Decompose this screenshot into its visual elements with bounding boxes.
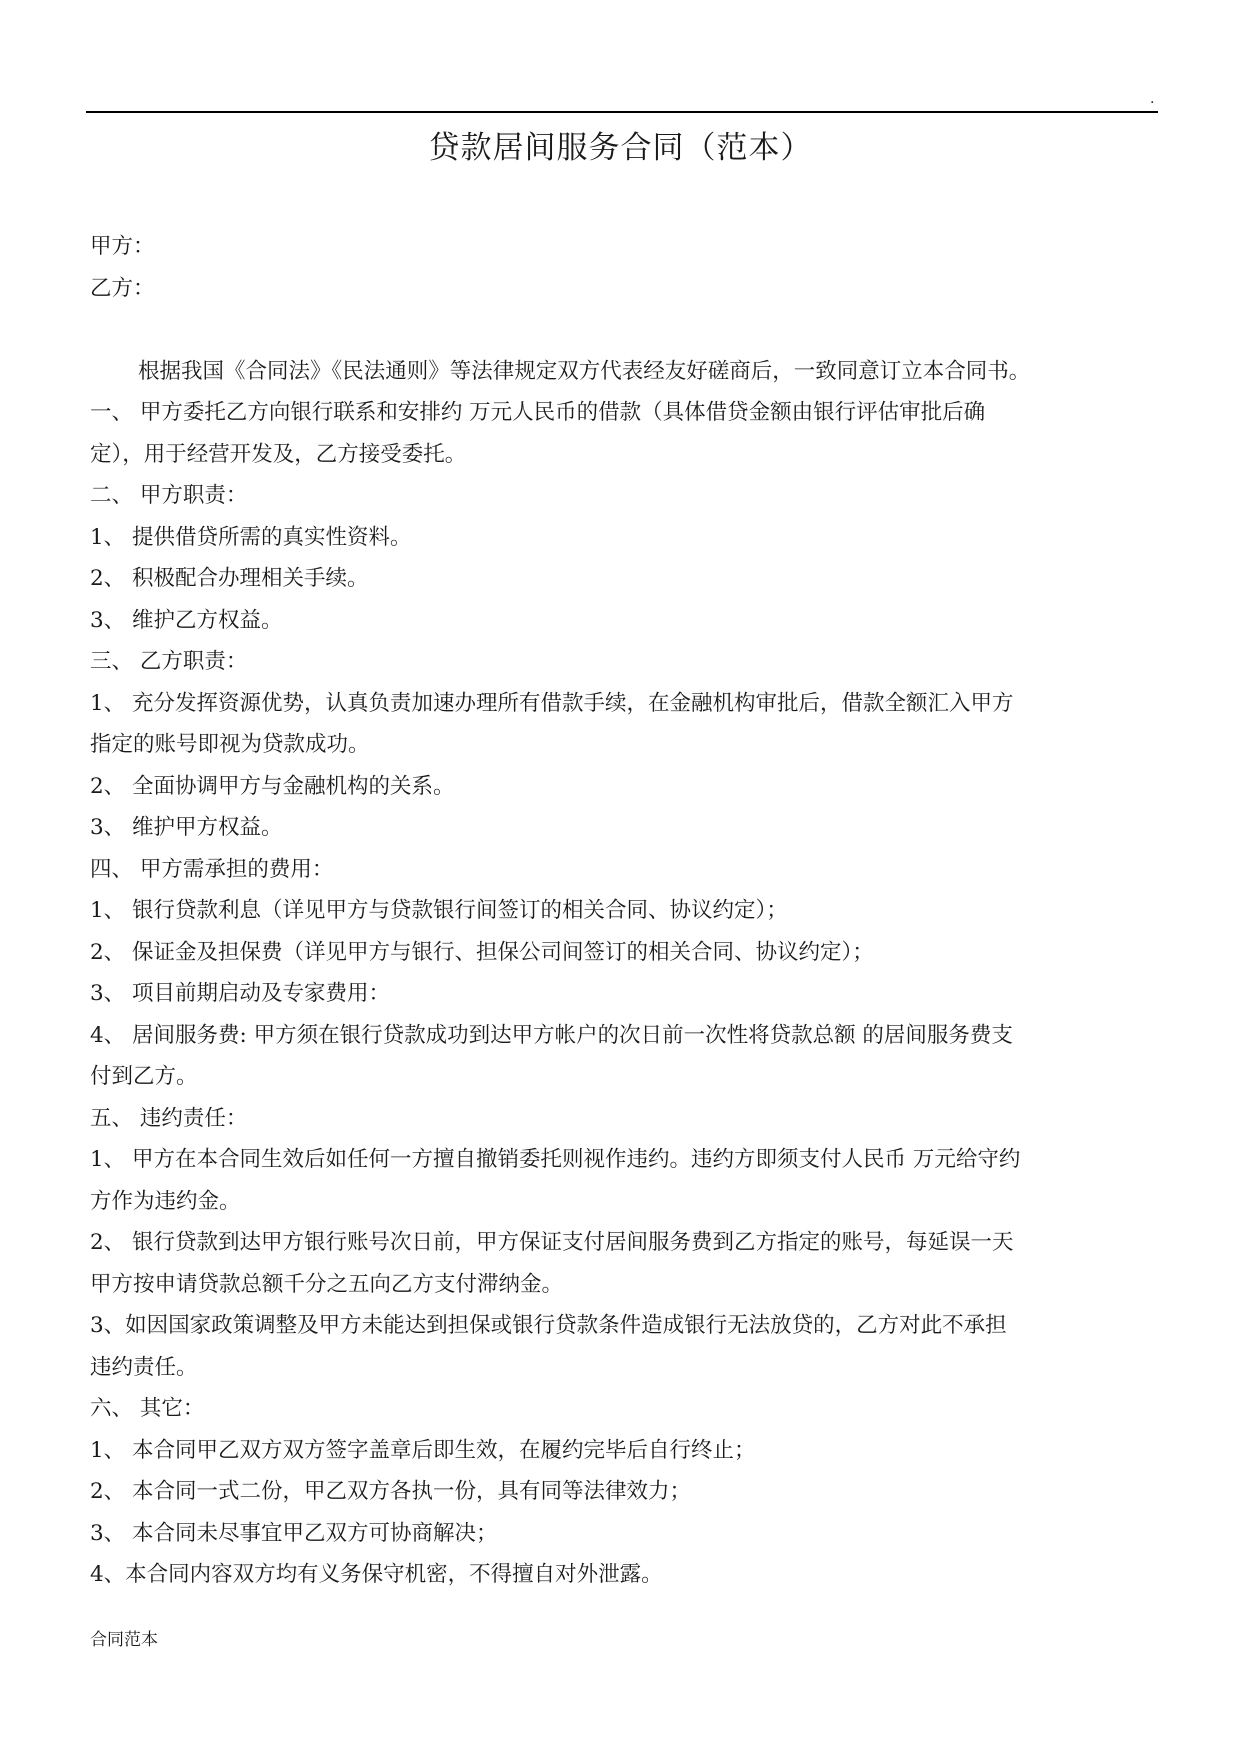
section-5-item-2-line-2: 甲方按申请贷款总额千分之五向乙方支付滞纳金。: [90, 1271, 564, 1297]
section-2-item-1: 1、 提供借贷所需的真实性资料。: [90, 524, 412, 550]
party-b-label: 乙方：: [90, 275, 155, 301]
header-rule: [86, 111, 1158, 113]
spacer: [90, 309, 1158, 351]
section-3-item-1-line-2: 指定的账号即视为贷款成功。: [90, 732, 370, 757]
clause-1-line-2: 定），用于经营开发及，乙方接受委托。: [90, 441, 467, 467]
section-5-item-1-line-2: 方作为违约金。: [90, 1188, 241, 1214]
section-5-item-2-line-1: 2、 银行贷款到达甲方银行账号次日前，甲方保证支付居间服务费到乙方指定的账号，每延误一天: [90, 1230, 1014, 1255]
contract-body: [90, 226, 1158, 1596]
header-mark: .: [1150, 91, 1155, 107]
section-3-heading: 三、 乙方职责：: [90, 649, 248, 674]
page-footer: 合同范本: [90, 1630, 158, 1650]
section-5-item-3-line-1: 3、如因国家政策调整及甲方未能达到担保或银行贷款条件造成银行无法放贷的，乙方对此不承担: [90, 1313, 1007, 1338]
section-3-item-2: 2、 全面协调甲方与金融机构的关系。: [90, 773, 455, 799]
document-title: 贷款居间服务合同（范本）: [428, 130, 813, 166]
section-5-item-3-line-2: 违约责任。: [90, 1354, 198, 1380]
section-5-item-1-line-1: 1、 甲方在本合同生效后如任何一方擅自撤销委托则视作违约。违约方即须支付人民币 万元给守约: [90, 1147, 1021, 1172]
section-6-item-4: 4、本合同内容双方均有义务保守机密，不得擅自对外泄露。: [90, 1562, 663, 1587]
section-4-heading: 四、 甲方需承担的费用：: [90, 856, 334, 882]
preamble: 根据我国《合同法》《民法通则》等法律规定双方代表经友好磋商后，一致同意订立本合同书。: [138, 358, 1031, 384]
section-3-item-3: 3、 维护甲方权益。: [90, 815, 283, 840]
section-2-heading: 二、 甲方职责：: [90, 483, 248, 508]
section-4-item-2: 2、 保证金及担保费（详见甲方与银行、担保公司间签订的相关合同、协议约定）；: [90, 939, 874, 965]
section-4-item-4-line-1: 4、 居间服务费: 甲方须在银行贷款成功到达甲方帐户的次日前一次性将贷款总额 的居间服务费支: [90, 1022, 1013, 1048]
section-2-item-3: 3、 维护乙方权益。: [90, 607, 283, 633]
party-a-label: 甲方：: [90, 234, 155, 259]
section-5-heading: 五、 违约责任：: [90, 1105, 248, 1131]
section-6-item-1: 1、 本合同甲乙双方双方签字盖章后即生效，在履约完毕后自行终止；: [90, 1437, 756, 1463]
section-4-item-4-line-2: 付到乙方。: [90, 1064, 198, 1089]
section-3-item-1-line-1: 1、 充分发挥资源优势，认真负责加速办理所有借款手续，在金融机构审批后，借款全额汇入甲方: [90, 690, 1014, 716]
section-4-item-3: 3、 项目前期启动及专家费用：: [90, 981, 391, 1006]
clause-1-line-1: 一、 甲方委托乙方向银行联系和安排约 万元人民币的借款（具体借贷金额由银行评估审批后确: [90, 400, 986, 425]
section-6-heading: 六、 其它：: [90, 1396, 205, 1421]
section-6-item-2: 2、 本合同一式二份，甲乙双方各执一份，具有同等法律效力；: [90, 1479, 692, 1504]
section-6-item-3: 3、 本合同未尽事宜甲乙双方可协商解决；: [90, 1520, 498, 1546]
section-4-item-1: 1、 银行贷款利息（详见甲方与贷款银行间签订的相关合同、协议约定）；: [90, 898, 788, 923]
section-2-item-2: 2、 积极配合办理相关手续。: [90, 566, 369, 591]
